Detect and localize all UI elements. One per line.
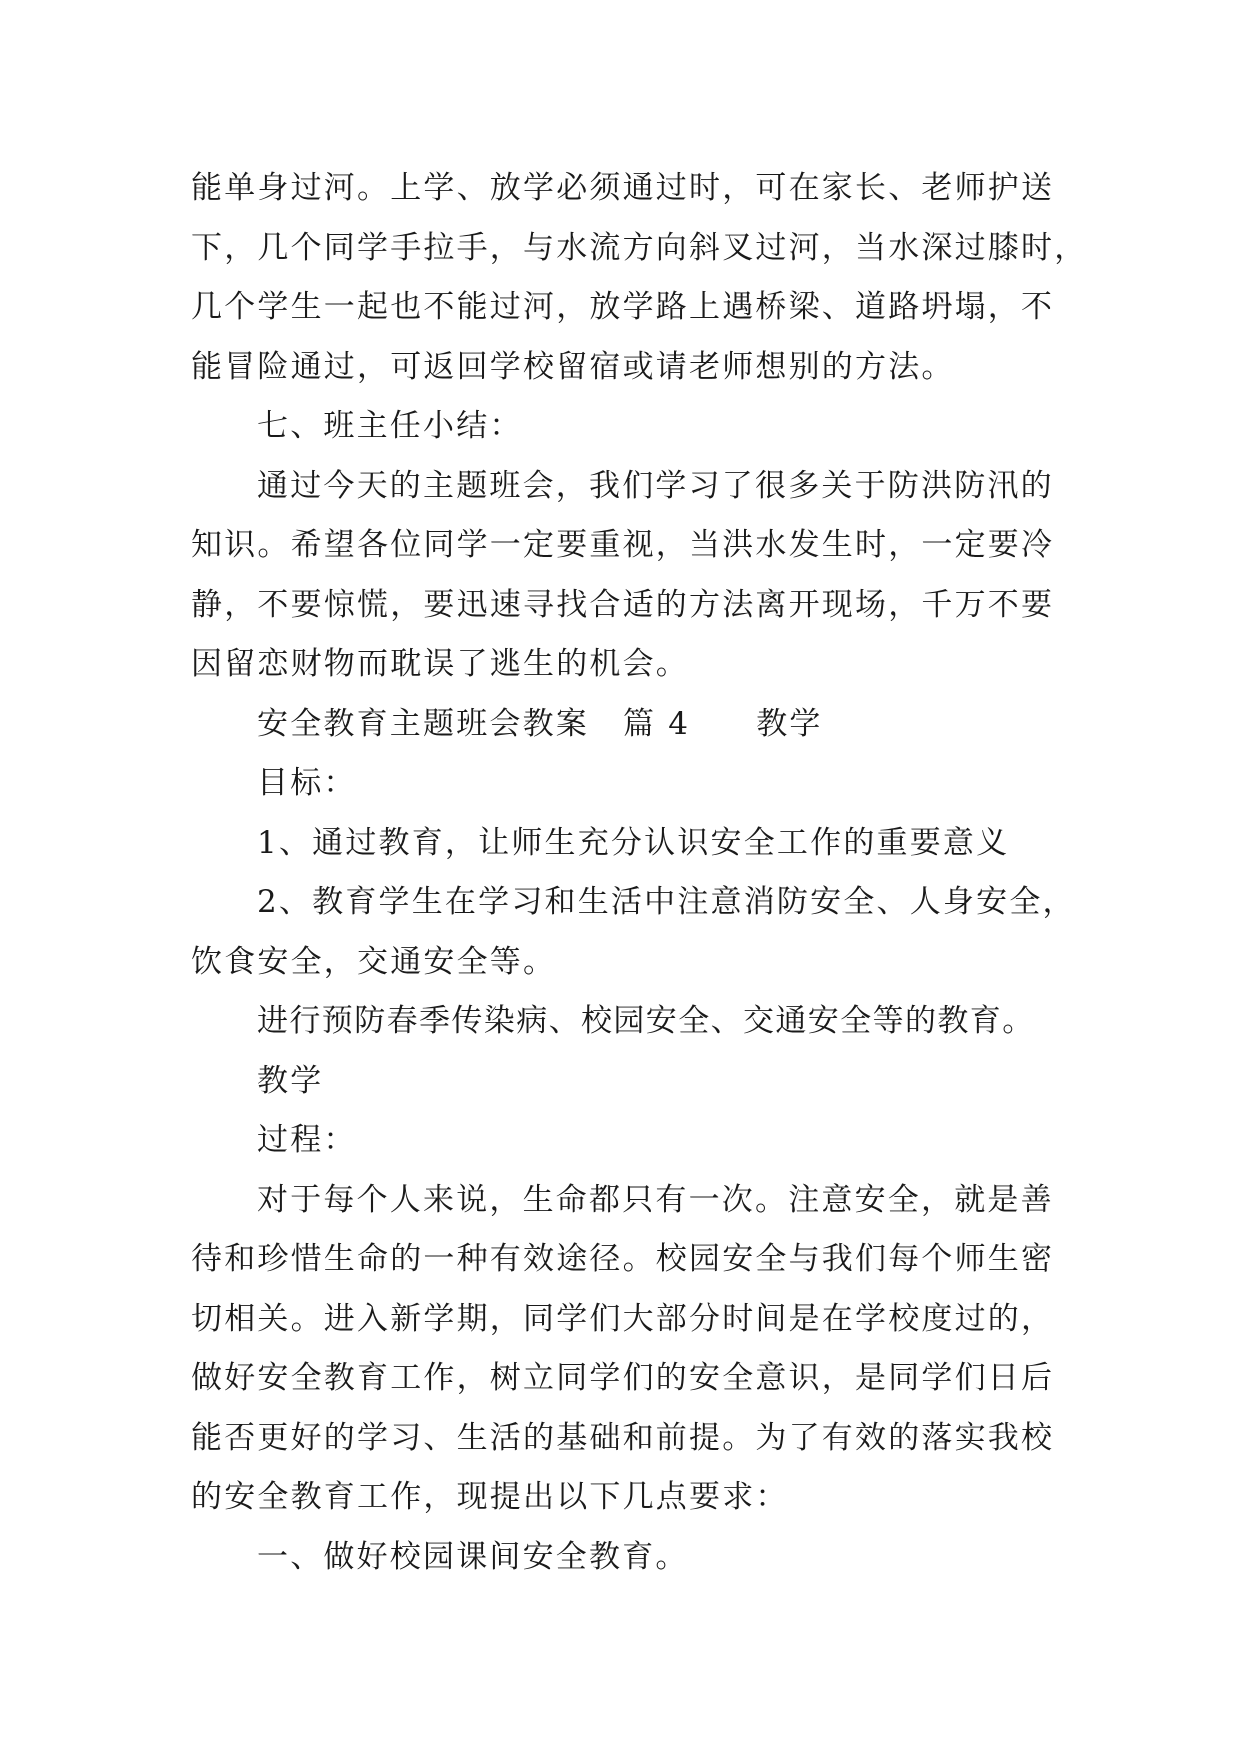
- text-line: 待和珍惜生命的一种有效途径。校园安全与我们每个师生密: [191, 1241, 1055, 1277]
- text-line: 饮食安全，交通安全等。: [191, 943, 557, 980]
- text-line: 能单身过河。上学、放学必须通过时，可在家长、老师护送: [191, 170, 1055, 206]
- text-line: 进行预防春季传染病、校园安全、交通安全等的教育。: [257, 1003, 1035, 1039]
- text-line: 切相关。进入新学期，同学们大部分时间是在学校度过的，: [191, 1300, 1055, 1337]
- text-line: 通过今天的主题班会，我们学习了很多关于防洪防汛的: [257, 467, 1054, 504]
- text-line: 的安全教育工作，现提出以下几点要求：: [191, 1479, 789, 1515]
- section-heading-summary: 七、班主任小结：: [257, 408, 523, 444]
- text-line: 对于每个人来说，生命都只有一次。注意安全，就是善: [257, 1181, 1054, 1218]
- text-line: 下，几个同学手拉手，与水流方向斜叉过河，当水深过膝时，: [191, 229, 1088, 266]
- lesson-plan-part: 篇 4: [623, 705, 691, 742]
- text-line: 能否更好的学习、生活的基础和前提。为了有效的落实我校: [191, 1419, 1055, 1456]
- lesson-plan-title: 安全教育主题班会教案: [257, 705, 589, 742]
- lesson-plan-label: 教学: [756, 705, 823, 742]
- text-line: 静，不要惊慌，要迅速寻找合适的方法离开现场，千万不要: [191, 586, 1055, 623]
- list-item: 1、通过教育，让师生充分认识安全工作的重要意义: [257, 824, 1010, 861]
- section-heading: 一、做好校园课间安全教育。: [257, 1538, 689, 1575]
- text-line: 做好安全教育工作，树立同学们的安全意识，是同学们日后: [191, 1360, 1055, 1396]
- lesson-plan-heading: [191, 695, 1071, 755]
- text-line: 教学: [257, 1062, 324, 1099]
- text-line: 知识。希望各位同学一定要重视，当洪水发生时，一定要冷: [191, 527, 1055, 563]
- list-item: 2、教育学生在学习和生活中注意消防安全、人身安全，: [257, 884, 1076, 920]
- text-line: 几个学生一起也不能过河，放学路上遇桥梁、道路坍塌，不: [191, 289, 1055, 325]
- text-line: 因留恋财物而耽误了逃生的机会。: [191, 646, 689, 682]
- text-line: 能冒险通过，可返回学校留宿或请老师想别的方法。: [191, 348, 955, 385]
- document-body: [191, 159, 1088, 1587]
- text-line: 目标：: [257, 765, 357, 801]
- text-line: 过程：: [257, 1122, 357, 1158]
